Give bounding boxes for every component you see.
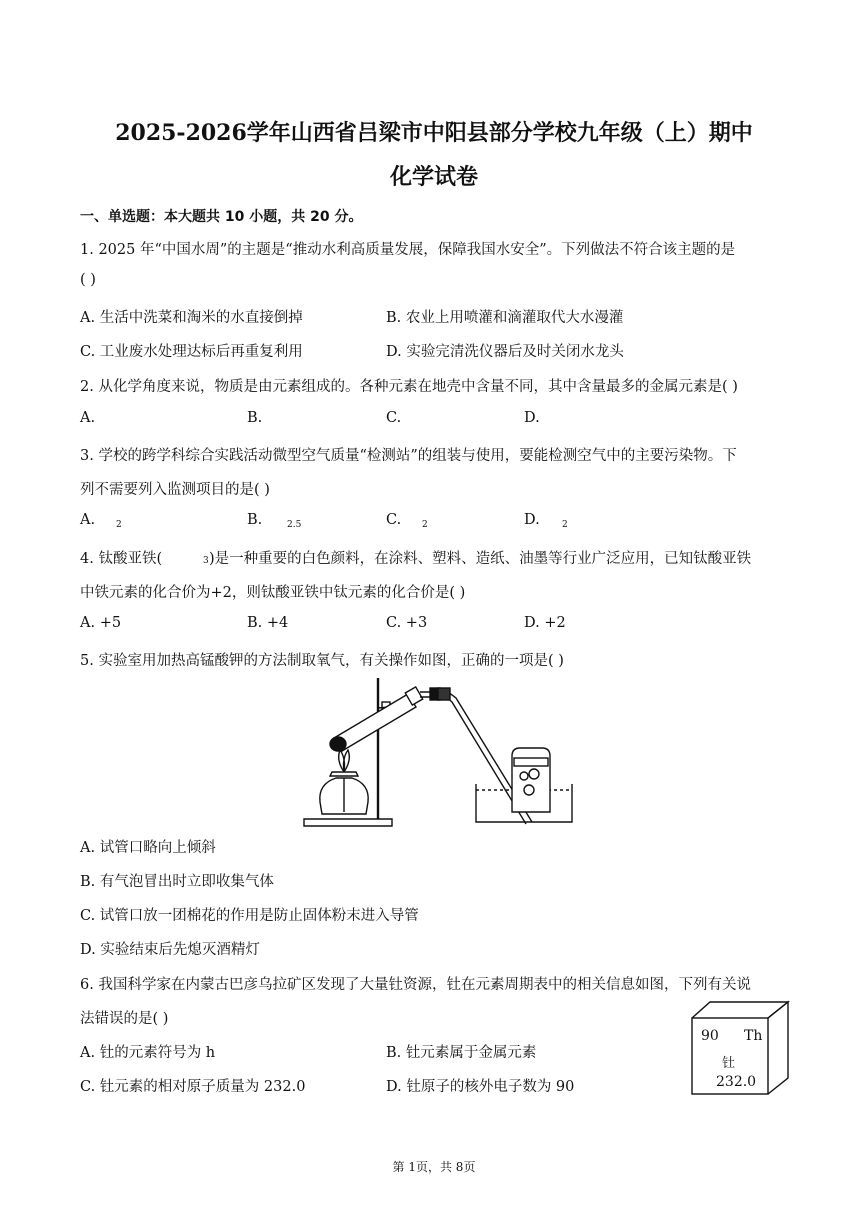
question-5-option-b: B. 有气泡冒出时立即收集气体 bbox=[80, 874, 274, 890]
question-1-option-c: C. 工业废水处理达标后再重复利用 bbox=[80, 344, 303, 360]
question-3-option-b: B. bbox=[247, 512, 263, 528]
question-2-stem: 2. 从化学角度来说，物质是由元素组成的。各种元素在地壳中含量不同，其中含量最多的金属元素是( ) bbox=[80, 379, 738, 395]
question-5-option-c: C. 试管口放一团棉花的作用是防止固体粉末进入导管 bbox=[80, 908, 419, 924]
question-6-stem: 6. 我国科学家在内蒙古巴彦乌拉矿区发现了大量钍资源，钍在元素周期表中的相关信息如图，下列有关说 bbox=[80, 977, 751, 993]
question-4-stem-start: 4. 钛酸亚铁( bbox=[80, 551, 163, 567]
element-symbol: Th bbox=[744, 1028, 763, 1044]
question-6-stem-cont: 法错误的是( ) bbox=[80, 1011, 169, 1027]
question-6-option-c: C. 钍元素的相对原子质量为 232.0 bbox=[80, 1079, 306, 1095]
oxygen-apparatus-figure bbox=[300, 672, 576, 828]
question-3-stem: 3. 学校的跨学科综合实践活动微型空气质量“检测站”的组装与使用，要能检测空气中的主要污染物。下 bbox=[80, 448, 737, 464]
section-heading: 一、单选题：本大题共 10 小题，共 20 分。 bbox=[80, 209, 363, 225]
question-1-option-d: D. 实验完清洗仪器后及时关闭水龙头 bbox=[386, 344, 624, 360]
question-5-option-d: D. 实验结束后先熄灭酒精灯 bbox=[80, 942, 260, 958]
element-card-thorium bbox=[690, 1000, 790, 1096]
question-2-option-b: B. bbox=[247, 410, 263, 426]
element-name: 钍 bbox=[722, 1056, 736, 1071]
question-4-option-c: C. +3 bbox=[386, 615, 428, 631]
question-1-option-b: B. 农业上用喷灌和滴灌取代大水漫灌 bbox=[386, 310, 624, 326]
question-1-stem-cont: ( ) bbox=[80, 272, 96, 288]
element-atomic-number: 90 bbox=[701, 1028, 719, 1044]
question-3-option-a: A. bbox=[80, 512, 96, 528]
question-1-stem: 1. 2025 年“中国水周”的主题是“推动水利高质量发展，保障我国水安全”。下列做法不符合该主题的是 bbox=[80, 242, 736, 258]
question-4-stem: )是一种重要的白色颜料，在涂料、塑料、造纸、油墨等行业广泛应用，已知钛酸亚铁 bbox=[209, 551, 752, 567]
question-5-option-a: A. 试管口略向上倾斜 bbox=[80, 840, 216, 856]
question-5-stem: 5. 实验室用加热高锰酸钾的方法制取氧气，有关操作如图，正确的一项是( ) bbox=[80, 653, 564, 669]
question-4-formula-subscript: 3 bbox=[203, 556, 209, 566]
question-2-option-a: A. bbox=[80, 410, 96, 426]
question-6-option-b: B. 钍元素属于金属元素 bbox=[386, 1045, 537, 1061]
element-atomic-mass: 232.0 bbox=[716, 1074, 757, 1090]
question-4-option-d: D. +2 bbox=[524, 615, 566, 631]
page-title-line2: 化学试卷 bbox=[389, 164, 478, 190]
question-4-stem-cont: 中铁元素的化合价为+2，则钛酸亚铁中钛元素的化合价是( ) bbox=[80, 585, 466, 601]
question-4-option-a: A. +5 bbox=[80, 615, 122, 631]
question-2-option-c: C. bbox=[386, 410, 402, 426]
question-1-option-a: A. 生活中洗菜和淘米的水直接倒掉 bbox=[80, 310, 303, 326]
question-2-option-d: D. bbox=[524, 410, 540, 426]
question-3-option-c-subscript: 2 bbox=[422, 520, 428, 530]
question-6-option-a: A. 钍的元素符号为 h bbox=[80, 1045, 216, 1061]
question-4-option-b: B. +4 bbox=[247, 615, 289, 631]
question-3-option-d-subscript: 2 bbox=[562, 520, 568, 530]
page-title-line1: 2025-2026学年山西省吕梁市中阳县部分学校九年级（上）期中 bbox=[115, 120, 753, 146]
question-6-option-d: D. 钍原子的核外电子数为 90 bbox=[386, 1079, 575, 1095]
question-3-stem-cont: 列不需要列入监测项目的是( ) bbox=[80, 482, 270, 498]
question-3-option-d: D. bbox=[524, 512, 540, 528]
question-3-option-c: C. bbox=[386, 512, 402, 528]
question-3-option-b-subscript: 2.5 bbox=[287, 520, 302, 530]
page-footer: 第 1页，共 8页 bbox=[392, 1160, 476, 1174]
question-3-option-a-subscript: 2 bbox=[116, 520, 122, 530]
